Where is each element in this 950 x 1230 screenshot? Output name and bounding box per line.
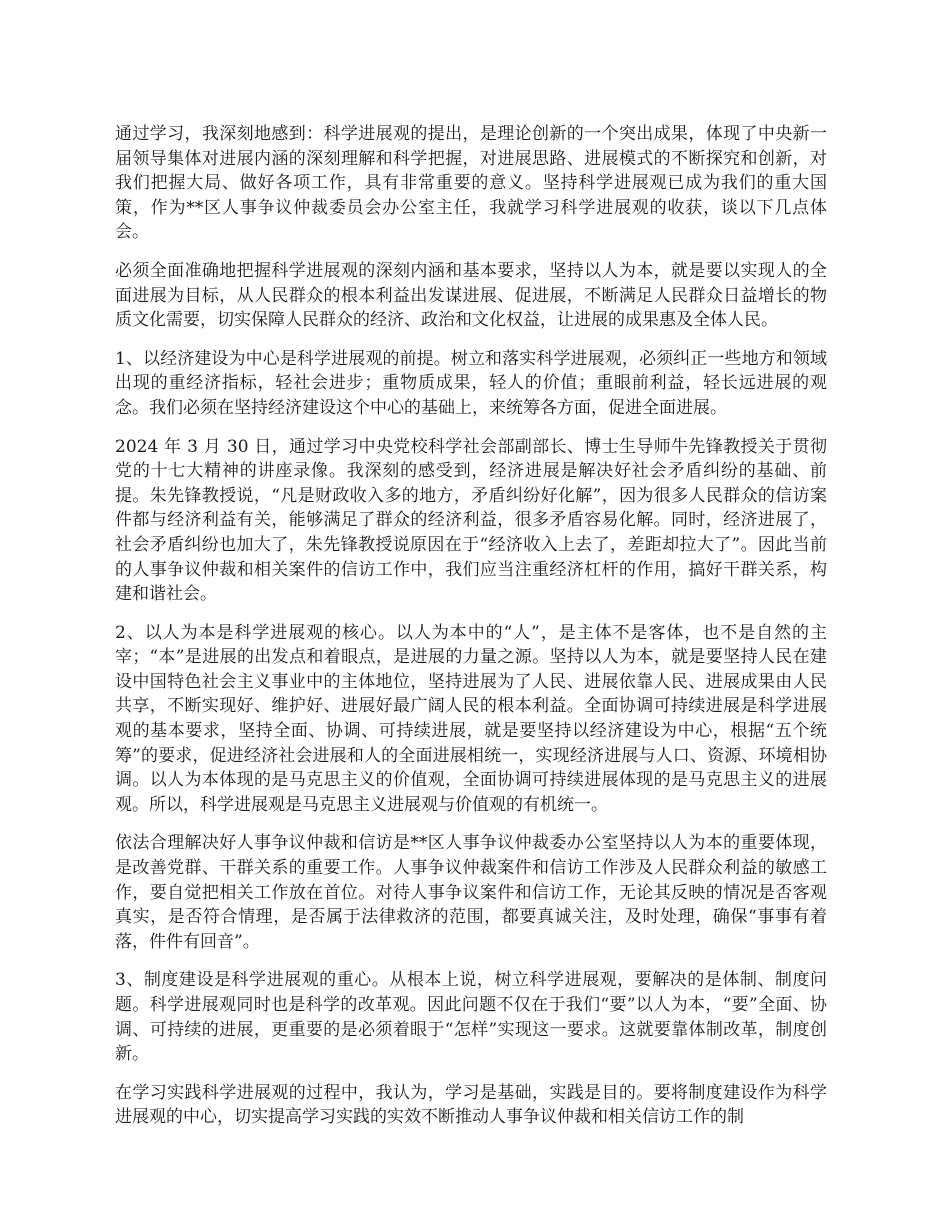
paragraph-point-2: 2、以人为本是科学进展观的核心。以人为本中的“人”，是主体不是客体，也不是自然的主宰；“本”是进展的出发点和着眼点，是进展的力量之源。坚持以人为本，就是要坚持人民在建设中国特色社会主义事业中的主体地位，坚持进展为了人民、进展依靠人民、进展成果由人民共享，不断实现好、维护好、进展好最广阔人民的根本利益。全面协调可持续进展是科学进展观的基本要求，坚持全面、协调、可持续进展，就是要坚持以经济建设为中心，根据“五个统筹”的要求，促进经济社会进展和人的全面进展相统一，实现经济进展与人口、资源、环境相协调。以人为本体现的是马克思主义的价值观，全面协调可持续进展体现的是马克思主义的进展观。所以，科学进展观是马克思主义进展观与价值观的有机统一。 <box>115 622 827 815</box>
paragraph-arbitration: 依法合理解决好人事争议仲裁和信访是**区人事争议仲裁委办公室坚持以人为本的重要体现，是改善党群、干群关系的重要工作。人事争议仲裁案件和信访工作涉及人民群众利益的敏感工作，要自觉把相关工作放在首位。对待人事争议案件和信访工作，无论其反映的情况是否客观真实，是否符合情理，是否属于法律救济的范围，都要真诚关注，及时处理，确保“事事有着落，件件有回音”。 <box>115 833 827 952</box>
paragraph-connotation: 必须全面准确地把握科学进展观的深刻内涵和基本要求，坚持以人为本，就是要以实现人的全面进展为目标，从人民群众的根本利益出发谋进展、促进展，不断满足人民群众日益增长的物质文化需要，切实保障人民群众的经济、政治和文化权益，让进展的成果惠及全体人民。 <box>115 260 827 331</box>
paragraph-lecture: 2024 年 3 月 30 日，通过学习中央党校科学社会部副部长、博士生导师牛先锋教授关于贯彻党的十七大精神的讲座录像。我深刻的感受到，经济进展是解决好社会矛盾纠纷的基础、前提。朱先锋教授说，“凡是财政收入多的地方，矛盾纠纷好化解”，因为很多人民群众的信访案件都与经济利益有关，能够满足了群众的经济利益，很多矛盾容易化解。同时，经济进展了，社会矛盾纠纷也加大了，朱先锋教授说原因在于“经济收入上去了，差距却拉大了”。因此当前的人事争议仲裁和相关案件的信访工作中，我们应当注重经济杠杆的作用，搞好干群关系，构建和谐社会。 <box>115 436 827 605</box>
paragraph-practice: 在学习实践科学进展观的过程中，我认为，学习是基础，实践是目的。要将制度建设作为科学进展观的中心，切实提高学习实践的实效不断推动人事争议仲裁和相关信访工作的制 <box>115 1082 827 1128</box>
paragraph-intro: 通过学习，我深刻地感到：科学进展观的提出，是理论创新的一个突出成果，体现了中央新一届领导集体对进展内涵的深刻理解和科学把握，对进展思路、进展模式的不断探究和创新，对我们把握大局、做好各项工作，具有非常重要的意义。坚持科学进展观已成为我们的重大国策，作为**区人事争议仲裁委员会办公室主任，我就学习科学进展观的收获，谈以下几点体会。 <box>115 124 827 243</box>
paragraph-point-3: 3、制度建设是科学进展观的重心。从根本上说，树立科学进展观，要解决的是体制、制度问题。科学进展观同时也是科学的改革观。因此问题不仅在于我们“要”以人为本，“要”全面、协调、可持续的进展，更重要的是必须着眼于“怎样”实现这一要求。这就要靠体制改革，制度创新。 <box>115 970 827 1065</box>
paragraph-point-1: 1、以经济建设为中心是科学进展观的前提。树立和落实科学进展观，必须纠正一些地方和领域出现的重经济指标，轻社会进步；重物质成果，轻人的价值；重眼前利益，轻长远进展的观念。我们必须在坚持经济建设这个中心的基础上，来统筹各方面，促进全面进展。 <box>115 348 827 418</box>
document-page <box>115 122 827 1144</box>
